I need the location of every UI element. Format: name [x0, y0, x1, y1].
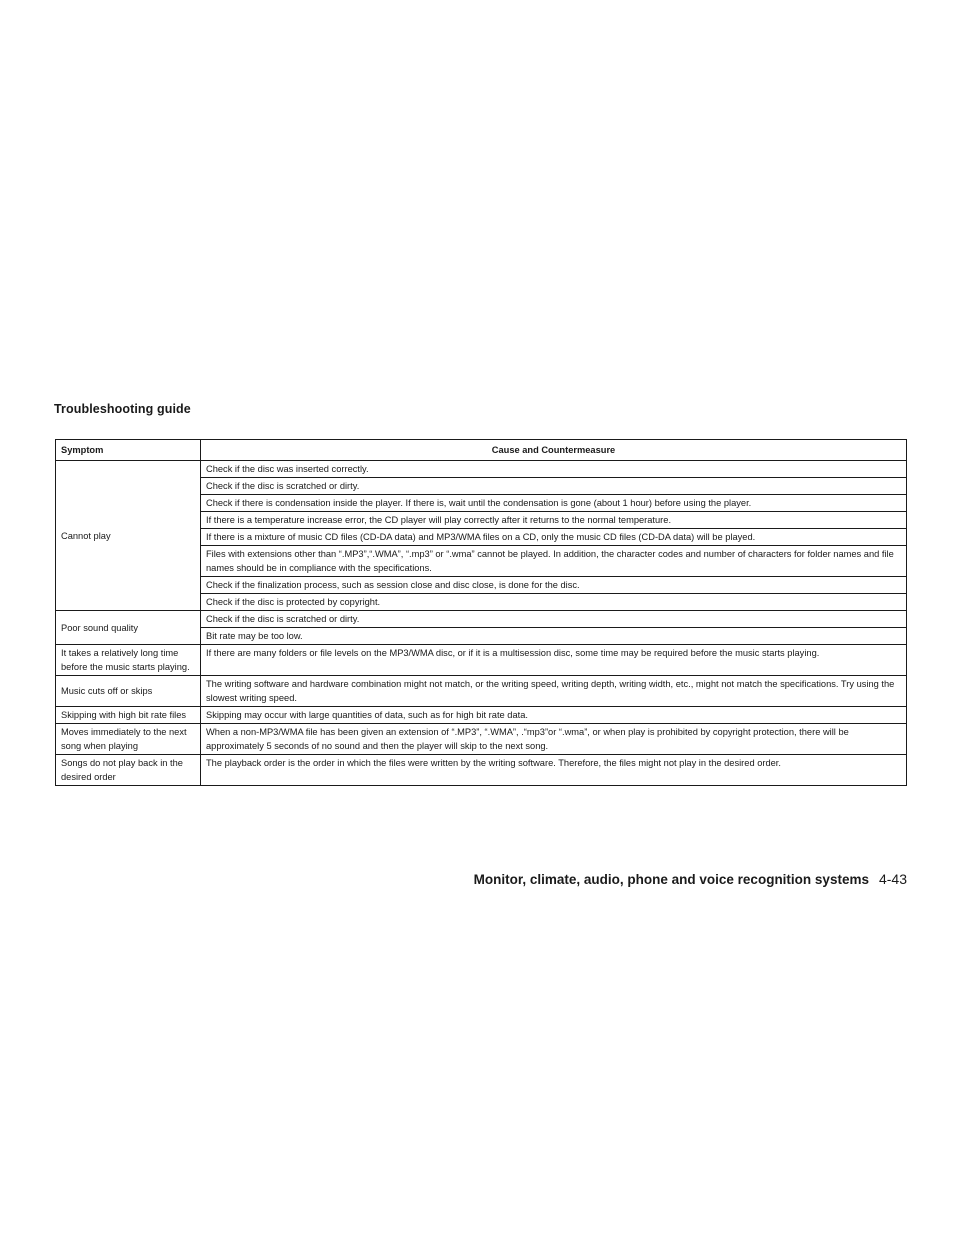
- cause-cell: Files with extensions other than “.MP3”,“.WMA”, “.mp3” or “.wma” cannot be played. In addition, the character codes and number of characters for folder names and file names should be in compliance with the specifications.: [201, 546, 907, 577]
- table-row: [56, 676, 907, 707]
- troubleshooting-table: [55, 439, 907, 786]
- cause-cell: The writing software and hardware combination might not match, or the writing speed, writing depth, writing width, etc., might not match the specifications. Try using the slowest writing speed.: [201, 676, 907, 707]
- symptom-cell: It takes a relatively long time before the music starts playing.: [56, 645, 201, 676]
- cause-cell: Check if the disc is protected by copyright.: [201, 594, 907, 611]
- symptom-column-header: Symptom: [56, 440, 201, 461]
- cause-cell: Check if the disc was inserted correctly.: [201, 461, 907, 478]
- cause-cell: If there is a mixture of music CD files (CD-DA data) and MP3/WMA files on a CD, only the music CD files (CD-DA data) will be played.: [201, 529, 907, 546]
- symptom-cell: Moves immediately to the next song when playing: [56, 724, 201, 755]
- cause-cell: Check if the finalization process, such as session close and disc close, is done for the disc.: [201, 577, 907, 594]
- cause-cell: Bit rate may be too low.: [201, 628, 907, 645]
- table-row: [56, 645, 907, 676]
- section-title: Troubleshooting guide: [54, 402, 191, 416]
- page-footer: [474, 871, 907, 887]
- cause-cell: If there are many folders or file levels on the MP3/WMA disc, or if it is a multisession disc, some time may be required before the music starts playing.: [201, 645, 907, 676]
- symptom-cell: Poor sound quality: [56, 611, 201, 645]
- table-header-row: [56, 440, 907, 461]
- table-row: [56, 707, 907, 724]
- symptom-cell: Skipping with high bit rate files: [56, 707, 201, 724]
- cause-cell: Check if there is condensation inside the player. If there is, wait until the condensation is gone (about 1 hour) before using the player.: [201, 495, 907, 512]
- cause-column-header: Cause and Countermeasure: [201, 440, 907, 461]
- table-row: [56, 461, 907, 478]
- cause-cell: Check if the disc is scratched or dirty.: [201, 478, 907, 495]
- symptom-cell: Music cuts off or skips: [56, 676, 201, 707]
- cause-cell: If there is a temperature increase error, the CD player will play correctly after it returns to the normal temperature.: [201, 512, 907, 529]
- symptom-cell: Songs do not play back in the desired order: [56, 755, 201, 786]
- cause-cell: Check if the disc is scratched or dirty.: [201, 611, 907, 628]
- table-row: [56, 724, 907, 755]
- symptom-cell: Cannot play: [56, 461, 201, 611]
- page-number: 4-43: [878, 871, 907, 887]
- footer-section-name: Monitor, climate, audio, phone and voice recognition systems: [473, 872, 869, 887]
- cause-cell: The playback order is the order in which the files were written by the writing software. Therefore, the files might not play in the desired order.: [201, 755, 907, 786]
- cause-cell: When a non-MP3/WMA file has been given an extension of “.MP3”, “.WMA”, .“mp3”or “.wma”, or when play is prohibited by copyright protection, there will be approximately 5 seconds of no sound and then the player will skip to the next song.: [201, 724, 907, 755]
- table-row: [56, 755, 907, 786]
- cause-cell: Skipping may occur with large quantities of data, such as for high bit rate data.: [201, 707, 907, 724]
- table-row: [56, 611, 907, 628]
